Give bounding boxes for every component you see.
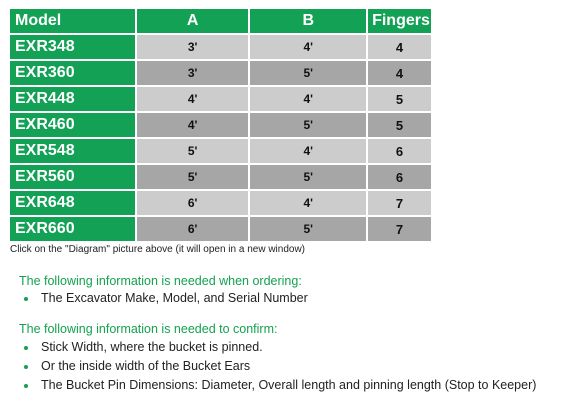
column-header-model: Model: [10, 9, 135, 33]
model-cell: EXR460: [10, 113, 135, 137]
bullet-icon: [24, 346, 28, 350]
b-cell: 4': [250, 191, 366, 215]
list-item-text: The Excavator Make, Model, and Serial Number: [41, 291, 308, 305]
table-header-row: [10, 9, 431, 33]
a-cell: 4': [137, 87, 249, 111]
model-cell: EXR560: [10, 165, 135, 189]
model-cell: EXR348: [10, 35, 135, 59]
list-item: [22, 289, 308, 308]
confirm-list: [22, 338, 536, 395]
list-item: [22, 338, 536, 357]
table-row: [10, 165, 431, 189]
b-cell: 4': [250, 139, 366, 163]
fingers-cell: 6: [368, 139, 431, 163]
column-header-fingers: Fingers: [368, 9, 431, 33]
table-row: [10, 113, 431, 137]
column-header-a: A: [137, 9, 249, 33]
model-cell: EXR660: [10, 217, 135, 241]
table-row: [10, 217, 431, 241]
fingers-cell: 7: [368, 217, 431, 241]
bullet-icon: [24, 297, 28, 301]
fingers-cell: 5: [368, 87, 431, 111]
table-row: [10, 35, 431, 59]
list-item-text: Stick Width, where the bucket is pinned.: [41, 340, 263, 354]
column-header-b: B: [250, 9, 366, 33]
fingers-cell: 6: [368, 165, 431, 189]
bucket-spec-table: [8, 7, 433, 243]
bullet-icon: [24, 384, 28, 388]
ordering-heading: The following information is needed when ordering:: [19, 274, 302, 288]
fingers-cell: 5: [368, 113, 431, 137]
table-row: [10, 139, 431, 163]
b-cell: 4': [250, 35, 366, 59]
a-cell: 4': [137, 113, 249, 137]
model-cell: EXR448: [10, 87, 135, 111]
table-row: [10, 191, 431, 215]
diagram-caption: Click on the "Diagram" picture above (it will open in a new window): [10, 244, 306, 255]
a-cell: 3': [137, 61, 249, 85]
b-cell: 5': [250, 61, 366, 85]
b-cell: 4': [250, 87, 366, 111]
fingers-cell: 7: [368, 191, 431, 215]
a-cell: 6': [137, 217, 249, 241]
b-cell: 5': [250, 165, 366, 189]
a-cell: 6': [137, 191, 249, 215]
list-item-text: The Bucket Pin Dimensions: Diameter, Overall length and pinning length (Stop to Keeper): [41, 378, 537, 392]
ordering-list: [22, 289, 308, 308]
b-cell: 5': [250, 217, 366, 241]
list-item-text: Or the inside width of the Bucket Ears: [41, 359, 251, 373]
model-cell: EXR360: [10, 61, 135, 85]
list-item: [22, 376, 536, 395]
confirm-heading: The following information is needed to confirm:: [19, 322, 278, 336]
table-row: [10, 87, 431, 111]
a-cell: 3': [137, 35, 249, 59]
b-cell: 5': [250, 113, 366, 137]
model-cell: EXR648: [10, 191, 135, 215]
list-item: [22, 357, 536, 376]
a-cell: 5': [137, 165, 249, 189]
fingers-cell: 4: [368, 61, 431, 85]
bullet-icon: [24, 365, 28, 369]
fingers-cell: 4: [368, 35, 431, 59]
table-row: [10, 61, 431, 85]
a-cell: 5': [137, 139, 249, 163]
model-cell: EXR548: [10, 139, 135, 163]
